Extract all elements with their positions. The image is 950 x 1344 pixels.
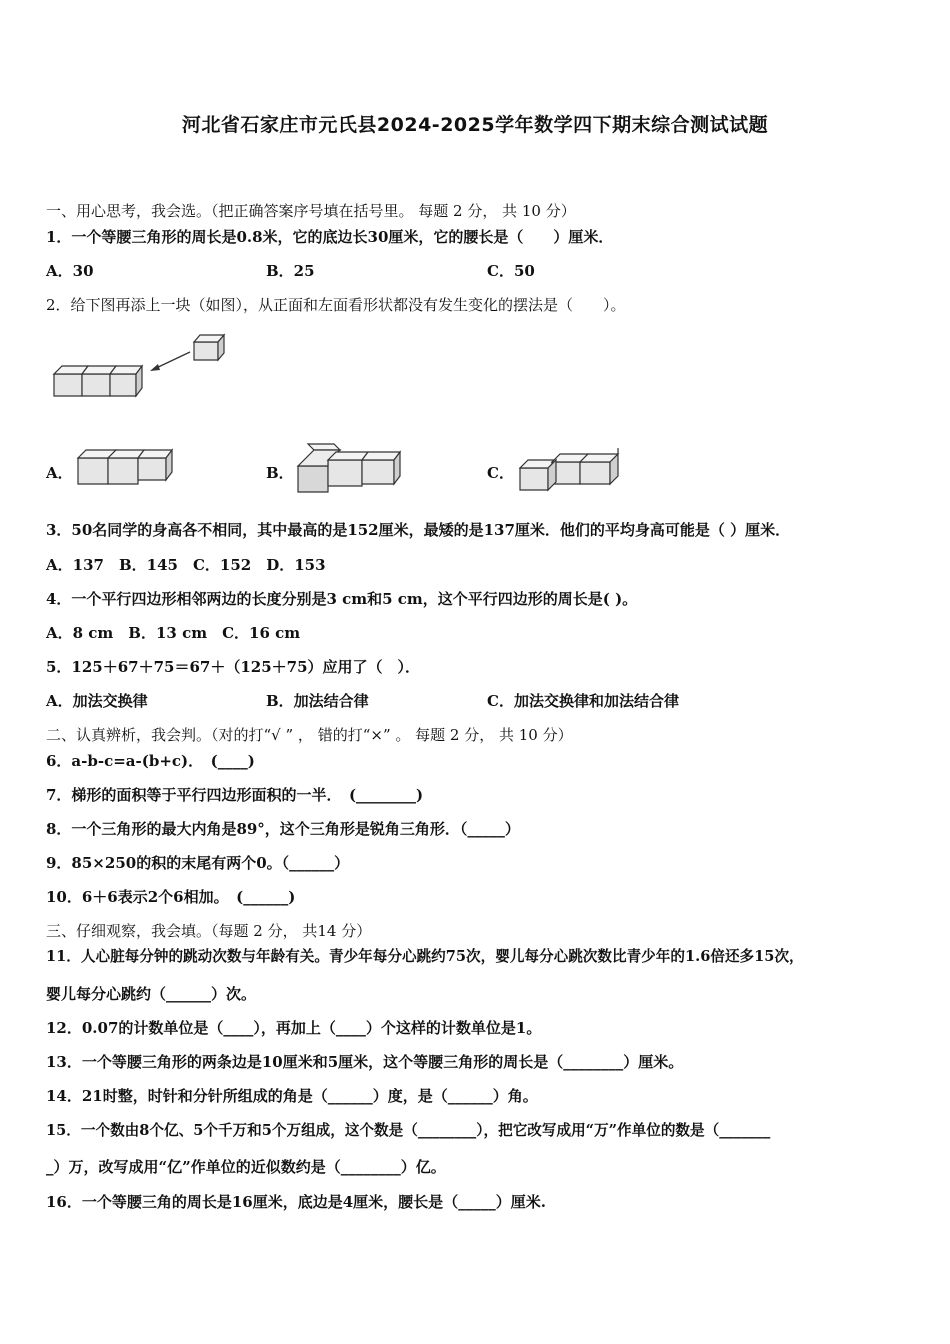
question-15-line1: 15．一个数由8个亿、5个千万和5个万组成，这个数是（________），把它改写成用“万”作单位的数是（_______ bbox=[46, 1122, 771, 1139]
question-1: 1．一个等腰三角形的周长是0.8米，它的底边长30厘米，它的腰长是（ ）厘米． bbox=[46, 228, 614, 246]
section3-heading: 三、仔细观察，我会填。（每题 2 分， 共14 分） bbox=[46, 922, 372, 940]
question-15-line2: _）万，改写成用“亿”作单位的近似数约是（________）亿。 bbox=[46, 1158, 446, 1176]
question-2: 2．给下图再添上一块（如图），从正面和左面看形状都没有发生变化的摆法是（ ）。 bbox=[46, 296, 626, 314]
question-10: 10．6＋6表示2个6相加。 (______) bbox=[46, 888, 296, 906]
question-8: 8．一个三角形的最大内角是89°，这个三角形是锐角三角形．（_____） bbox=[46, 820, 520, 838]
question-14: 14．21时整，时针和分针所组成的角是（______）度，是（______）角。 bbox=[46, 1087, 538, 1105]
q5-option-a[interactable]: A．加法交换律 bbox=[46, 692, 148, 710]
question-3: 3．50名同学的身高各不相同，其中最高的是152厘米，最矮的是137厘米．他们的平均身高可能是（ ）厘米． bbox=[46, 521, 791, 539]
q4-options[interactable]: A．8 cm B．13 cm C．16 cm bbox=[46, 624, 301, 642]
q1-option-a[interactable]: A．30 bbox=[46, 262, 94, 280]
q2-option-a-figure[interactable] bbox=[74, 444, 178, 488]
question-16: 16．一个等腰三角的周长是16厘米，底边是4厘米，腰长是（_____）厘米. bbox=[46, 1193, 546, 1211]
question-5: 5．125＋67＋75＝67＋（125＋75）应用了（ ）． bbox=[46, 658, 421, 676]
q5-option-c[interactable]: C．加法交换律和加法结合律 bbox=[487, 692, 679, 710]
question-6: 6．a-b-c=a-(b+c)． (____) bbox=[46, 752, 255, 770]
q2-option-a[interactable]: A． bbox=[46, 464, 73, 482]
q1-option-b[interactable]: B．25 bbox=[266, 262, 315, 280]
question-4: 4．一个平行四边形相邻两边的长度分别是3 cm和5 cm，这个平行四边形的周长是( )。 bbox=[46, 590, 638, 608]
q1-option-c[interactable]: C．50 bbox=[487, 262, 535, 280]
q5-option-b[interactable]: B．加法结合律 bbox=[266, 692, 369, 710]
section1-heading: 一、用心思考，我会选。（把正确答案序号填在括号里。 每题 2 分， 共 10 分） bbox=[46, 202, 576, 220]
question-11-line2: 婴儿每分心跳约（______）次。 bbox=[46, 985, 257, 1003]
question-13: 13．一个等腰三角形的两条边是10厘米和5厘米，这个等腰三角形的周长是（________）厘米。 bbox=[46, 1053, 684, 1071]
q2-base-figure bbox=[48, 330, 238, 402]
page-title: 河北省石家庄市元氏县2024-2025学年数学四下期末综合测试试题 bbox=[181, 114, 769, 136]
question-9: 9．85×250的积的末尾有两个0。（______） bbox=[46, 854, 350, 872]
section2-heading: 二、认真辨析，我会判。（对的打“√ ” ， 错的打“×” 。 每题 2 分， 共 10 分） bbox=[46, 726, 573, 744]
q3-options[interactable]: A．137 B．145 C．152 D．153 bbox=[46, 556, 326, 574]
q2-option-c[interactable]: C． bbox=[487, 464, 514, 482]
q2-option-b[interactable]: B． bbox=[266, 464, 294, 482]
question-7: 7．梯形的面积等于平行四边形面积的一半． (________) bbox=[46, 786, 424, 804]
q2-option-b-figure[interactable] bbox=[292, 440, 404, 494]
q2-option-c-figure[interactable] bbox=[516, 444, 626, 494]
question-11-line1: 11．人心脏每分钟的跳动次数与年龄有关。青少年每分心跳约75次，婴儿每分心跳次数比青少年的1.6倍还多15次， bbox=[46, 948, 804, 965]
question-12: 12．0.07的计数单位是（____），再加上（____）个这样的计数单位是1。 bbox=[46, 1019, 542, 1037]
